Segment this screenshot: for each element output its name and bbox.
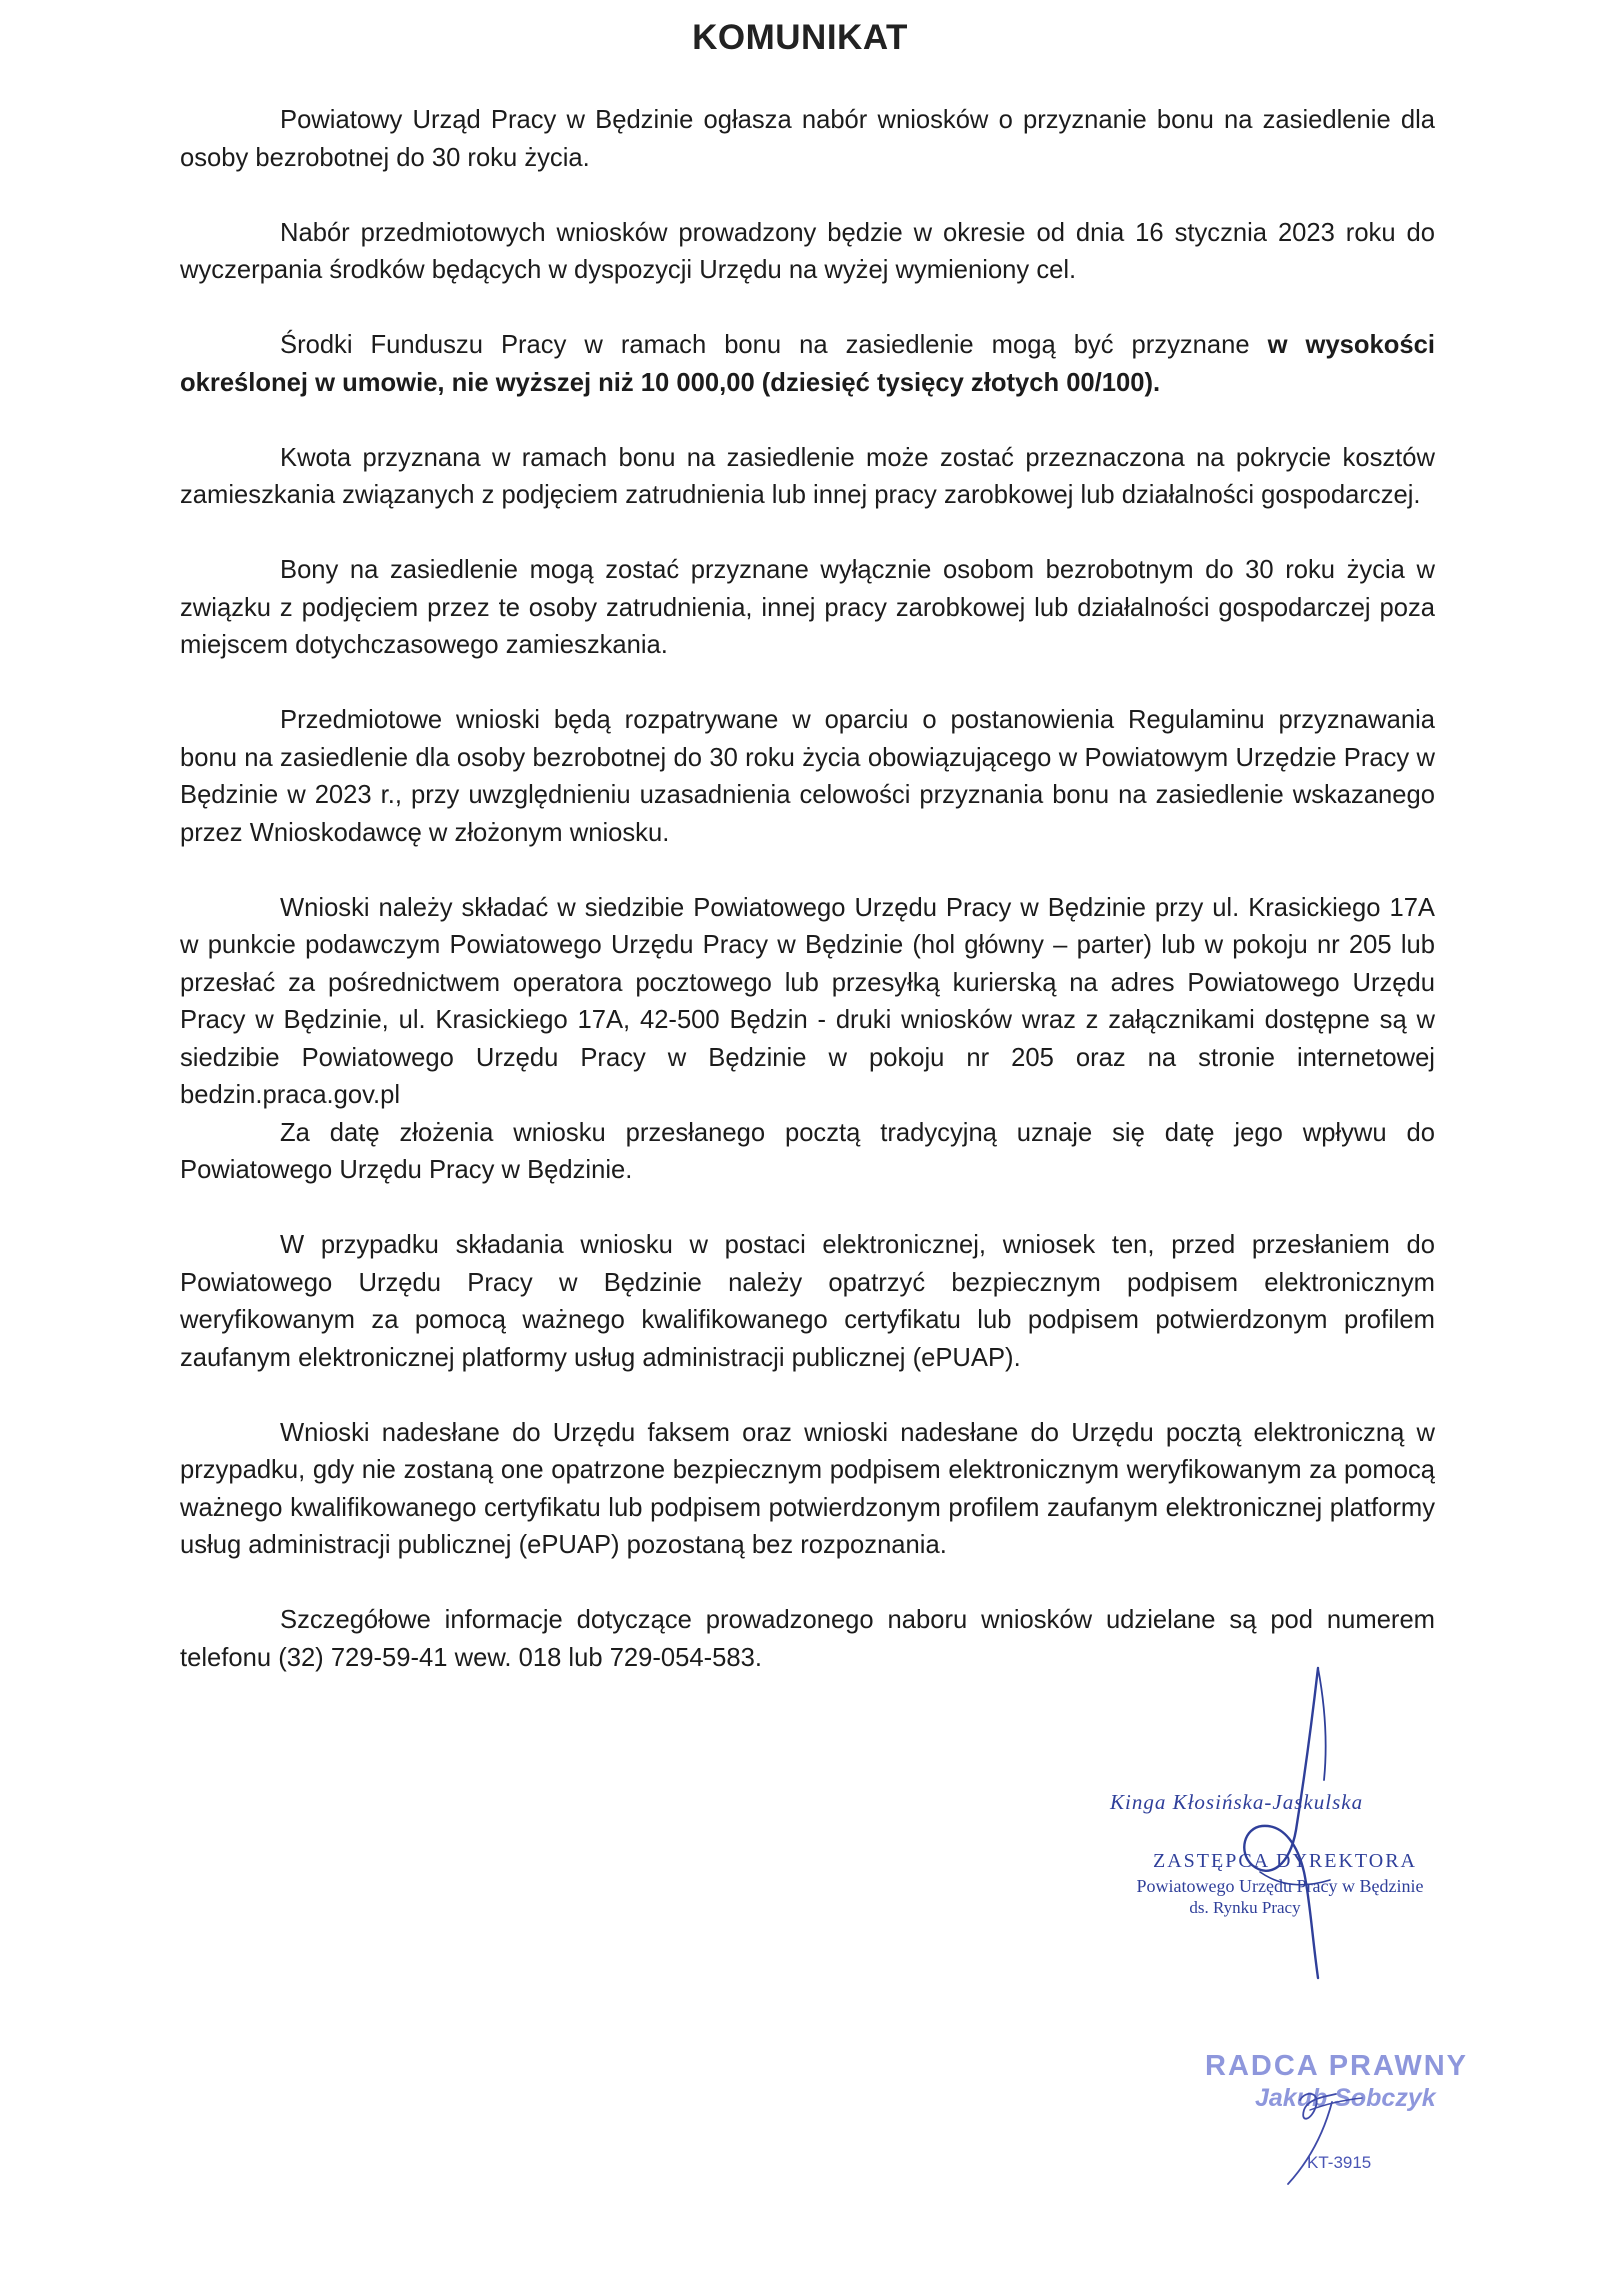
stamp-name: Jakub Sobczyk (1255, 2084, 1436, 2112)
signature-role: ZASTĘPCA DYREKTORA (1153, 1850, 1417, 1872)
document-title: KOMUNIKAT (692, 18, 908, 57)
paragraph-submission-date: Za datę złożenia wniosku przesłanego pocztą tradycyjną uznaje się datę jego wpływu do Powiatowego Urzędu Pracy w Będzinie. (180, 1118, 1435, 1184)
signature-department-line2: ds. Rynku Pracy (1189, 1898, 1301, 1917)
stamp-number: KT-3915 (1307, 2153, 1372, 2172)
signature-name: Kinga Kłosińska-Jaskulska (1110, 1790, 1364, 1814)
funding-amount-text: Środki Funduszu Pracy w ramach bonu na zasiedlenie mogą być przyznane (280, 331, 1268, 359)
paragraph-funding-amount (180, 327, 1435, 402)
paragraph-eligibility: Bony na zasiedlenie mogą zostać przyznane wyłącznie osobom bezrobotnym do 30 roku życia w związku z podjęciem przez te osoby zatrudnienia, innej pracy zarobkowej lub działalności gospodarczej poza miejscem dotychczasowego zamieszkania. (180, 556, 1435, 659)
paragraph-rejection-rules: Wnioski nadesłane do Urzędu faksem oraz wnioski nadesłane do Urzędu pocztą elektroniczną w przypadku, gdy nie zostaną one opatrzone bezpiecznym podpisem elektronicznym weryfikowanym za pomocą ważnego kwalifikowanego certyfikatu lub podpisem potwierdzonym profilem zaufanym elektronicznej platformy usług administracji publicznej (ePUAP) pozostaną bez rozpoznania. (180, 1418, 1435, 1559)
funding-amount-bold: w wysokości określonej w umowie, nie wyższej niż 10 000,00 (dziesięć tysięcy złotych 00/100). (180, 331, 1435, 397)
signature-department-line1: Powiatowego Urzędu Pracy w Będzinie (1136, 1876, 1424, 1896)
paragraph-review-rules: Przedmiotowe wnioski będą rozpatrywane w oparciu o postanowienia Regulaminu przyznawania bonu na zasiedlenie dla osoby bezrobotnej do 30 roku życia obowiązującego w Powiatowym Urzędzie Pracy w Będzinie w 2023 r., przy uwzględnieniu uzasadnienia celowości przyznania bonu na zasiedlenie wskazanego przez Wnioskodawcę w złożonym wniosku. (180, 706, 1435, 847)
document-body (180, 102, 1435, 1715)
stamp-title: RADCA PRAWNY (1205, 2050, 1468, 2082)
paragraph-application-period: Nabór przedmiotowych wniosków prowadzony będzie w okresie od dnia 16 stycznia 2023 roku do wyczerpania środków będących w dyspozycji Urzędu na wyżej wymieniony cel. (180, 218, 1435, 284)
paragraph-contact-info: Szczegółowe informacje dotyczące prowadzonego naboru wniosków udzielane są pod numerem telefonu (32) 729-59-41 wew. 018 lub 729-054-583. (180, 1606, 1435, 1672)
paragraph-electronic-submission: W przypadku składania wniosku w postaci elektronicznej, wniosek ten, przed przesłaniem do Powiatowego Urzędu Pracy w Będzinie należy opatrzyć bezpiecznym podpisem elektronicznym weryfikowanym za pomocą ważnego kwalifikowanego certyfikatu lub podpisem potwierdzonym profilem zaufanym elektronicznej platformy usług administracji publicznej (ePUAP). (180, 1231, 1435, 1372)
paragraph-announcement: Powiatowy Urząd Pracy w Będzinie ogłasza nabór wniosków o przyznanie bonu na zasiedlenie dla osoby bezrobotnej do 30 roku życia. (180, 106, 1435, 172)
paragraph-submission-place: Wnioski należy składać w siedzibie Powiatowego Urzędu Pracy w Będzinie przy ul. Krasickiego 17A w punkcie podawczym Powiatowego Urzędu Pracy w Będzinie (hol główny – parter) lub w pokoju nr 205 lub przesłać za pośrednictwem operatora pocztowego lub przesyłką kurierską na adres Powiatowego Urzędu Pracy w Będzinie, ul. Krasickiego 17A, 42-500 Będzin - druki wniosków wraz z załącznikami dostępne są w siedzibie Powiatowego Urzędu Pracy w Będzinie w pokoju nr 205 oraz na stronie internetowej bedzin.praca.gov.pl (180, 893, 1435, 1109)
paragraph-purpose: Kwota przyznana w ramach bonu na zasiedlenie może zostać przeznaczona na pokrycie kosztów zamieszkania związanych z podjęciem zatrudnienia lub innej pracy zarobkowej lub działalności gospodarczej. (180, 443, 1435, 509)
handwritten-signature (1200, 1660, 1380, 1990)
legal-advisor-signature (1270, 2080, 1380, 2190)
